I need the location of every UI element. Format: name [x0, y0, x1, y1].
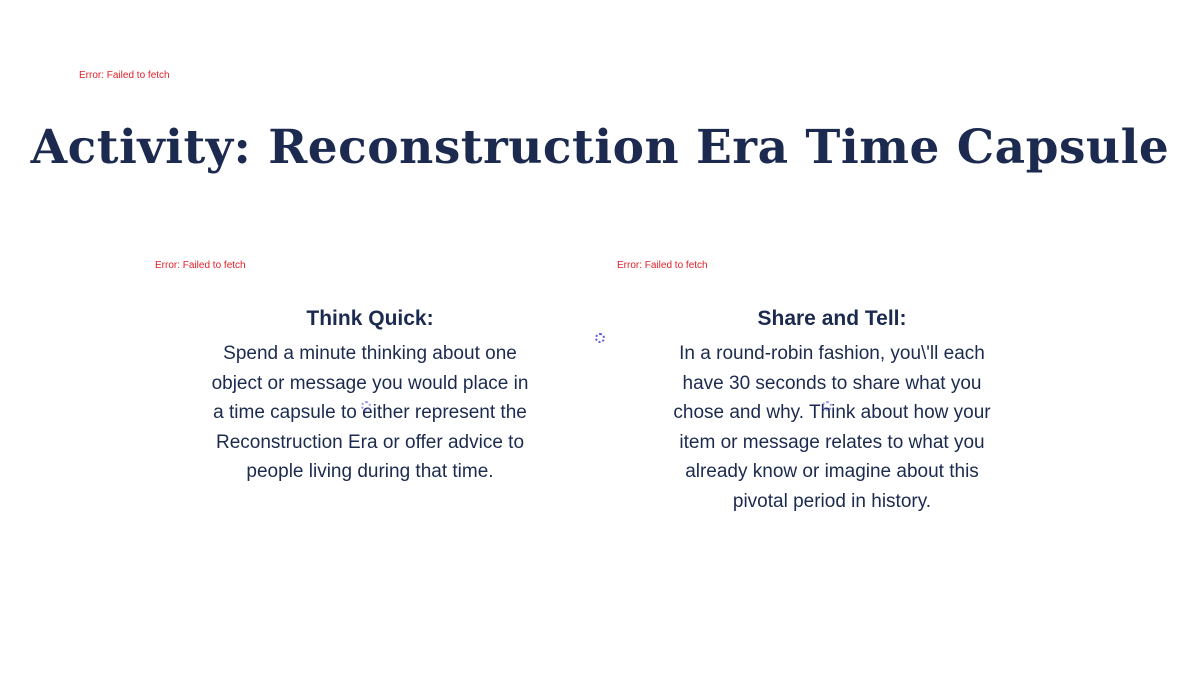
- column-body: Spend a minute thinking about one object or message you would place in a time capsule to either represent the Reconstruction Era or offer advice to people living during that time.: [211, 343, 529, 482]
- loading-spinner-icon: [361, 401, 371, 411]
- column-heading: Share and Tell:: [757, 307, 907, 330]
- loading-spinner-icon: [595, 333, 605, 343]
- loading-spinner-icon: [822, 401, 832, 411]
- think-quick-column: [210, 305, 530, 487]
- error-message-left: Error: Failed to fetch: [155, 260, 246, 271]
- slide-title: Activity: Reconstruction Era Time Capsule: [30, 120, 1170, 175]
- error-message-top: Error: Failed to fetch: [79, 70, 170, 81]
- column-heading: Think Quick:: [306, 307, 434, 330]
- error-message-right: Error: Failed to fetch: [617, 260, 708, 271]
- share-and-tell-column: [662, 305, 1002, 516]
- column-body: In a round-robin fashion, you\'ll each have 30 seconds to share what you chose and why. Think about how your item or message relates to what you already know or imagine about this pivotal period in history.: [673, 343, 991, 512]
